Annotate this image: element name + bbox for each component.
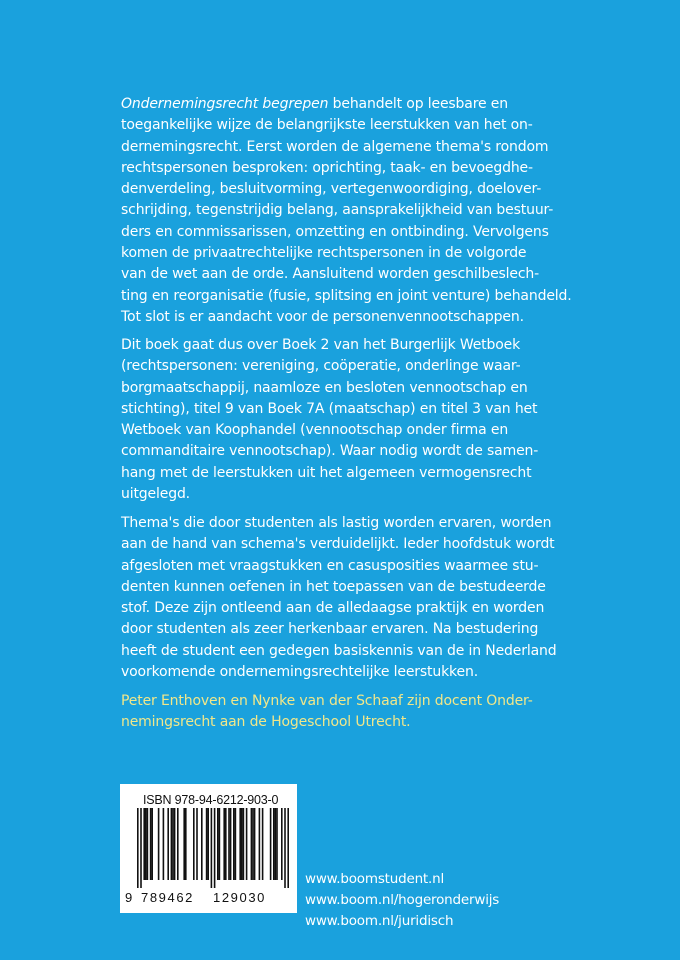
barcode-bar (174, 808, 176, 880)
paragraph-line: denverdeling, besluitvorming, vertegenwoordiging, doelover- (121, 181, 542, 198)
paragraph-line: komen de privaatrechtelijke rechtspersonen in de volgorde (121, 245, 527, 262)
barcode-bar (150, 808, 152, 880)
barcode-bar (171, 808, 173, 880)
paragraph-line: stof. Deze zijn ontleend aan de alledaagse praktijk en worden (121, 600, 545, 617)
link-hogeronderwijs[interactable]: www.boom.nl/hogeronderwijs (305, 892, 500, 908)
barcode-bar (276, 808, 278, 880)
barcode-digit-first: 9 (125, 890, 133, 905)
paragraph-line: toegankelijke wijze de belangrijkste leerstukken van het on- (121, 117, 533, 134)
isbn-label: ISBN 978-94-6212-903-0 (143, 793, 279, 807)
paragraph-line: commanditaire vennootschap). Waar nodig wordt de samen- (121, 443, 539, 460)
barcode-bar (270, 808, 272, 880)
barcode-bar (143, 808, 145, 880)
paragraph-line: van de wet aan de orde. Aansluitend worden geschilbeslech- (121, 266, 540, 283)
barcode-bar (233, 808, 235, 880)
barcode-bar (281, 808, 283, 880)
paragraph-line: door studenten als zeer herkenbaar ervaren. Na bestudering (121, 621, 539, 638)
barcode-bar (163, 808, 165, 880)
link-juridisch[interactable]: www.boom.nl/juridisch (305, 913, 454, 929)
barcode-bar (185, 808, 187, 880)
barcode-bar (287, 808, 289, 888)
paragraph-line: Tot slot is er aandacht voor de personenvennootschappen. (121, 308, 524, 325)
paragraph-line: dernemingsrecht. Eerst worden de algemene thema's rondom (121, 138, 549, 155)
barcode-bar (207, 808, 209, 880)
barcode-bar (193, 808, 195, 880)
paragraph-line: ting en reorganisatie (fusie, splitsing en joint venture) behandeld. (121, 287, 572, 304)
barcode-bar (235, 808, 237, 880)
paragraph-line: Dit boek gaat dus over Boek 2 van het Burgerlijk Wetboek (121, 337, 521, 353)
barcode-bar (251, 808, 253, 880)
barcode-bar (225, 808, 227, 880)
barcode-bar (196, 808, 198, 880)
barcode-bar (177, 808, 179, 880)
link-boomstudent[interactable]: www.boomstudent.nl (305, 871, 445, 887)
paragraph-line: uitgelegd. (121, 486, 190, 503)
paragraph-line: ders en commissarissen, omzetting en ontbinding. Vervolgens (121, 223, 549, 240)
barcode-bar (172, 808, 174, 880)
paragraph-line: denten kunnen oefenen in het toepassen van de bestudeerde (121, 578, 546, 595)
barcode-bar (158, 808, 160, 880)
barcode-bar (252, 808, 254, 880)
barcode-bar (206, 808, 208, 880)
barcode-bar (167, 808, 169, 880)
paragraph-line: aan de hand van schema's verduidelijkt. Ieder hoofdstuk wordt (121, 536, 555, 553)
barcode-bar (211, 808, 213, 888)
author-line: nemingsrecht aan de Hogeschool Utrecht. (121, 714, 411, 731)
description-paragraph-2 (121, 335, 538, 505)
paragraph-line: borgmaatschappij, naamloze en besloten vennootschap en (121, 379, 528, 396)
barcode-bar (241, 808, 243, 880)
book-title: Ondernemingsrecht begrepen (121, 96, 329, 112)
paragraph-line: afgesloten met vraagstukken en casusposities waarmee stu- (121, 557, 539, 574)
paragraph-line: hang met de leerstukken uit het algemeen vermogensrecht (121, 464, 532, 481)
barcode-bar (275, 808, 277, 880)
barcode-bar (284, 808, 286, 888)
author-paragraph (121, 691, 533, 734)
barcode-bar (246, 808, 248, 880)
barcode-bar (262, 808, 264, 880)
barcode-icon (127, 808, 293, 890)
paragraph-line: stichting), titel 9 van Boek 7A (maatschap) en titel 3 van het (121, 400, 538, 417)
author-line: Peter Enthoven en Nynke van der Schaaf zijn docent Onder- (121, 693, 533, 709)
barcode-bar (151, 808, 153, 880)
barcode-bar (147, 808, 149, 880)
description-paragraph-3 (121, 513, 556, 683)
description-paragraph-1 (121, 94, 572, 328)
paragraph-line (121, 94, 572, 115)
barcode-bar (254, 808, 256, 880)
barcode-bar (140, 808, 142, 888)
barcode-bar (137, 808, 139, 888)
barcode-bar (183, 808, 185, 880)
paragraph-line: rechtspersonen besproken: oprichting, taak- en bevoegdhe- (121, 159, 533, 176)
barcode-bar (145, 808, 147, 880)
paragraph-line: (rechtspersonen: vereniging, coöperatie, onderlinge waar- (121, 358, 521, 375)
barcode-bar (243, 808, 245, 880)
barcode-bar (228, 808, 230, 880)
paragraph-line-text: behandelt op leesbare en (328, 96, 508, 112)
barcode-bar (223, 808, 225, 880)
paragraph-line: Wetboek van Koophandel (vennootschap onder firma en (121, 422, 509, 439)
barcode-bar (214, 808, 216, 888)
paragraph-line: Thema's die door studenten als lastig worden ervaren, worden (121, 515, 552, 531)
barcode-bar (217, 808, 219, 880)
barcode-bar (259, 808, 261, 880)
barcode-bar (230, 808, 232, 880)
barcode-bar (239, 808, 241, 880)
barcode-bar (201, 808, 203, 880)
barcode-bar (273, 808, 275, 880)
barcode-bar (219, 808, 221, 880)
barcode-digits-left: 789462 (141, 890, 194, 905)
paragraph-line: voorkomende ondernemingsrechtelijke leerstukken. (121, 664, 478, 681)
paragraph-line: heeft de student een gedegen basiskennis van de in Nederland (121, 642, 557, 659)
publisher-links (305, 869, 499, 932)
barcode-digits-right: 129030 (213, 890, 266, 905)
paragraph-line: schrijding, tegenstrijdig belang, aansprakelijkheid van bestuur- (121, 202, 554, 219)
